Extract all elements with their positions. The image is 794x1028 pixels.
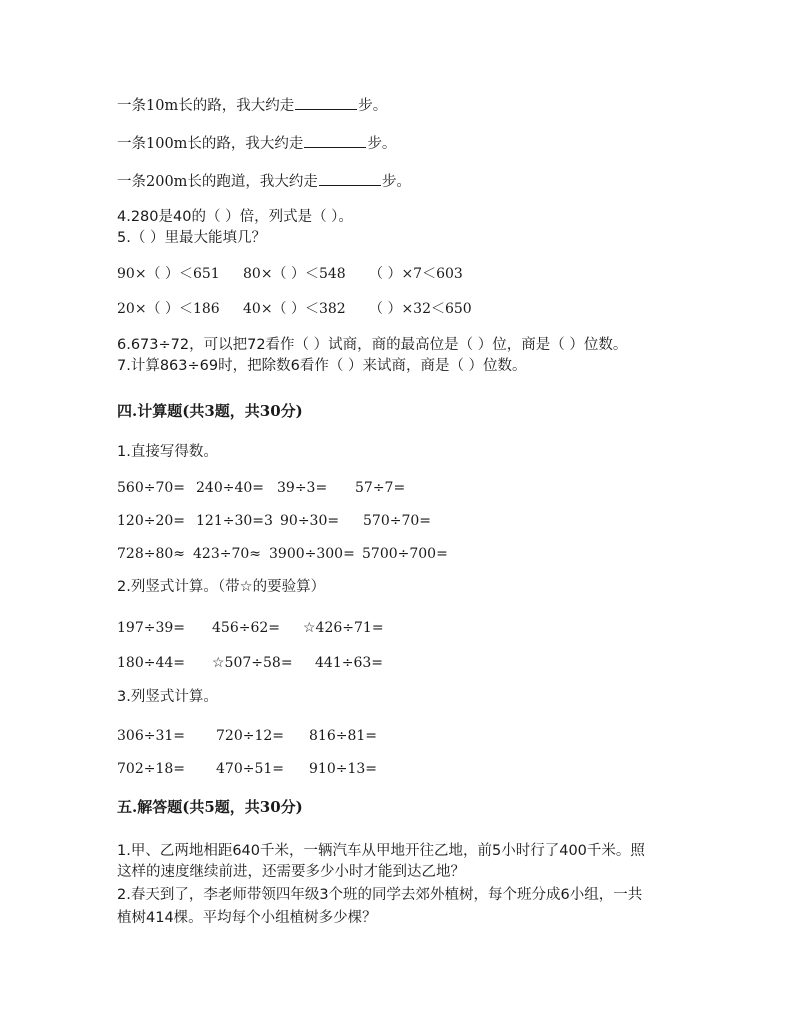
answer-blank[interactable]	[319, 171, 381, 186]
calc-item: 816÷81=	[309, 728, 377, 744]
q5-item: 80×（ ）＜548	[243, 266, 346, 282]
walk-line-2	[117, 133, 396, 153]
question-5: 5.（ ）里最大能填几？	[117, 230, 266, 246]
calc-item: 456÷62=	[212, 620, 280, 636]
calc-item: 57÷7=	[355, 480, 406, 496]
problem-1-line-1: 1.甲、乙两地相距640千米，一辆汽车从甲地开往乙地，前5小时行了400千米。照	[117, 843, 645, 859]
calc-item: 470÷51=	[216, 761, 284, 777]
calc-item: 423÷70≈	[193, 546, 261, 562]
calc-item: 306÷31=	[117, 728, 185, 744]
answer-blank[interactable]	[304, 133, 366, 148]
walk-line-1	[117, 95, 387, 115]
walk-line-3-end: 步。	[381, 174, 411, 190]
calc-item: 120÷20=	[117, 513, 185, 529]
calc-item: 180÷44=	[117, 655, 185, 671]
calc-item: ☆507÷58=	[212, 655, 293, 671]
walk-line-2-end: 步。	[367, 136, 397, 152]
calc-item: 5700÷700=	[362, 546, 448, 562]
s4-q1-title: 1.直接写得数。	[117, 444, 218, 460]
walk-line-3-text: 一条200m长的跑道，我大约走	[117, 174, 318, 190]
calc-item: 121÷30=3	[196, 513, 273, 529]
s4-q3-title: 3.列竖式计算。	[117, 689, 218, 705]
question-7: 7.计算863÷69时，把除数6看作（ ）来试商，商是（ ）位数。	[117, 358, 527, 374]
section-5-heading: 五.解答题(共5题，共30分)	[117, 798, 303, 816]
problem-2-line-1: 2.春天到了，李老师带领四年级3个班的同学去郊外植树，每个班分成6小组，一共	[117, 887, 643, 903]
q5-item: （ ）×32＜650	[369, 301, 472, 317]
q5-item: （ ）×7＜603	[369, 266, 463, 282]
calc-item: ☆426÷71=	[303, 620, 384, 636]
calc-item: 560÷70=	[117, 480, 185, 496]
q5-item: 90×（ ）＜651	[117, 266, 220, 282]
q5-item: 20×（ ）＜186	[117, 301, 220, 317]
walk-line-1-text: 一条10m长的路，我大约走	[117, 98, 295, 114]
answer-blank[interactable]	[295, 95, 357, 110]
problem-2-line-2: 植树414棵。平均每个小组植树多少棵？	[117, 910, 377, 926]
s4-q2-title: 2.列竖式计算。（带☆的要验算）	[117, 579, 326, 595]
calc-item: 910÷13=	[309, 761, 377, 777]
walk-line-3	[117, 171, 411, 191]
calc-item: 90÷30=	[280, 513, 340, 529]
calc-item: 728÷80≈	[117, 546, 185, 562]
calc-item: 240÷40=	[196, 480, 264, 496]
calc-item: 197÷39=	[117, 620, 185, 636]
problem-1-line-2: 这样的速度继续前进，还需要多少小时才能到达乙地？	[117, 864, 465, 880]
calc-item: 720÷12=	[216, 728, 284, 744]
section-4-heading: 四.计算题(共3题，共30分)	[117, 402, 303, 420]
calc-item: 441÷63=	[315, 655, 383, 671]
calc-item: 3900÷300=	[269, 546, 355, 562]
calc-item: 39÷3=	[277, 480, 328, 496]
calc-item: 570÷70=	[363, 513, 431, 529]
question-4: 4.280是40的（ ）倍，列式是（ ）。	[117, 209, 353, 225]
calc-item: 702÷18=	[117, 761, 185, 777]
walk-line-2-text: 一条100m长的路，我大约走	[117, 136, 304, 152]
q5-item: 40×（ ）＜382	[243, 301, 346, 317]
question-6: 6.673÷72，可以把72看作（ ）试商，商的最高位是（ ）位，商是（ ）位数。	[117, 337, 628, 353]
walk-line-1-end: 步。	[358, 98, 388, 114]
